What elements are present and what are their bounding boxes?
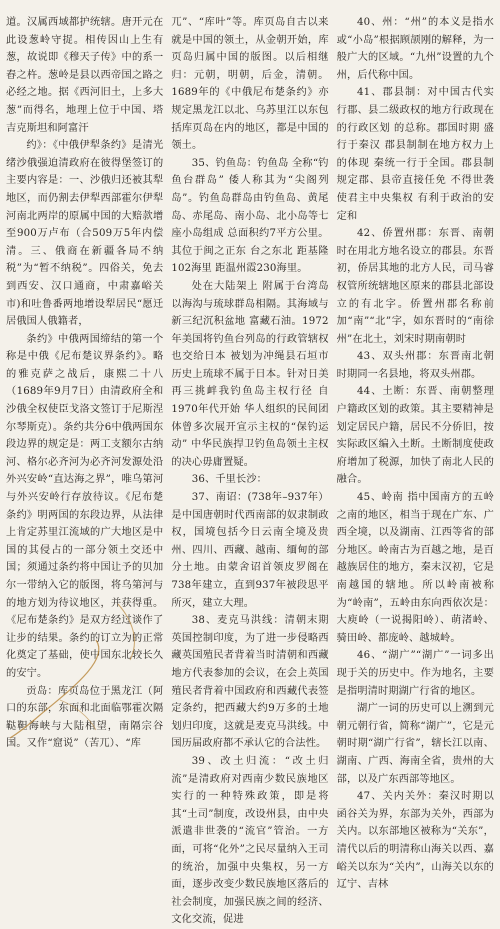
- paragraph: 45、岭南 指中国南方的五岭之南的地区，相当于现在广东、广西全境，以及湖南、江西等省的部分地区。岭南古为百越之地，是百越族居住的地方，秦末汉初，它是南越国的辖地。所以岭南被称为“岭南”，五岭由东向西依次是：大庾岭（一说揭阳岭）、萌渚岭、骑田岭、都庞岭、越城岭。: [336, 492, 494, 644]
- paragraph: 35、钓鱼岛：钓鱼岛 全称“钓鱼台群岛” 倭人称其为“尖阁列岛”。钓鱼岛群岛由钓鱼岛、黄尾岛、赤尾岛、南小岛、北小岛等七座小岛组成 总面积约7平方公里。其位于闽之正东 台之东北 距基隆102海里 距温州霞230海里。: [171, 157, 329, 275]
- paragraph: 37、南诏：(738年–937年）是中国唐朝时代西南部的奴隶制政权，国境包括今日云南全境及贵州、四川、西藏、越南、缅甸的部分土地。由蒙舍诏首领皮罗阁在738年建立，直到937年被段思平所灭，建立大理。: [171, 492, 329, 609]
- paragraph: 约》：《中俄伊犁条约》是清光绪沙俄强迫清政府在彼得堡签订的主要内容是：一、沙俄归还被其犁地区，而仍割去伊犁西部霍尔伊犁河南北两岸的原属中国的大赔款增至900万卢布（合509万5年内偿清。三、俄商在新疆各局不纳税”为“暂不纳税”。四俗关，免去到西安、汉口通商，中肃嘉峪关市)和吐鲁番两地增设犁居民“愿迁居俄国人俄籍者，: [6, 140, 164, 328]
- paragraph: 贡岛：库页岛位于黑龙江（阿口的东部，东面和北面临鄂霍次隔鞑靼海峡与大陆相望，南隔宗谷国。又作“窟说”（苦兀）、“库: [6, 685, 164, 750]
- paragraph: 43、双头州郡：东晋南北朝时期同一名县地，将双头州郡。: [336, 351, 494, 380]
- text-column-right: [336, 14, 494, 891]
- paragraph: 38、麦克马洪线：清朝末期英国控制印度，为了进一步侵略西藏英国殖民者背着当时清朝和西藏地方代表参加的会议，在会上英国殖民者背着中国政府和西藏代表签定条约，把西藏大约9万多的土地划归印度，这就是麦克马洪线。中国历届政府都不承认它的合法性。: [171, 615, 329, 750]
- paragraph: 39、改土归流：“改土归流”是清政府对西南少数民族地区实行的一种特殊政策，即是将其“土司”制度，改设州县，由中央派遣非世袭的“流官”管治。一方面，可将“化外”之民尽量纳入王司的统治，加强中央集权，另一方面，逐步改变少数民族地区落后的社会制度，加强民族之间的经济、文化交流，促进: [171, 755, 329, 926]
- paragraph: 处在大陆架上 附属于台湾岛 以海沟与琉球群岛相隔。其海域与新三纪沉积盆地 富藏石油。1972年美国将钓鱼台列岛的行政管辖权也交给日本 被划为冲绳县石垣市 历史上琉球不属于日本。针对日美再三挑衅我钓鱼岛主权行径 自1970年代开始 华人组织的民间团体曾多次展开宣示主权的“保钓运动” 中华民族捍卫钓鱼岛领土主权的决心毋庸置疑。: [171, 280, 329, 468]
- paragraph: 湖广一词的历史可以上溯到元朝元朝行省，简称“湖广”，它是元朝时期“湖广行省”，辖长江以南、湖南、广西、海南全省，贵州的大部，以及广东西部等地区。: [336, 703, 494, 785]
- paragraph: 36、千里长沙：: [191, 474, 268, 486]
- text-column-left: [6, 14, 164, 750]
- paragraph: 42、侨置州郡：东晋、南朝时在用北方地名设立的郡县。东晋初，侨居其地的北方人民，司马睿权管所统辖地区原来的郡县北部设立的有北字。侨置州郡名称前加“南”“北”字，如东晋时的“南徐州”在北土，刘宋时期南朝时: [336, 228, 494, 345]
- paragraph: 40、州：“州”的本义是指水或“小岛”根据顾颉刚的解释，为一般广大的区域。“九州”设置的九个州，后代称中国。: [336, 17, 494, 81]
- paragraph: 44、土断：东晋、南朝整理户籍政区划的政策。其主要精神是划定居民户籍，居民不分侨旧，按实际政区编入土断。土断制度使政府增加了税源，加快了南北人民的融合。: [336, 386, 494, 486]
- paragraph: 道。汉属西域都护统辖。唐开元在此设葱岭守捉。相传因山上生有葱，故说即《穆天子传》中的系一舂之杵。葱岭是县以西帝国之路之必经之地。据《西河旧土，上多大葱”而得名，地理上位于中国、塔吉克斯坦和阿富汗: [6, 17, 164, 134]
- paragraph: 47、关内关外：秦汉时期以函谷关为界，东部为关外，西部为关内。以东部地区被称为“关东”，清代以后的明清称山海关以西、嘉峪关以东为“关内”，山海关以东的辽宁、吉林: [336, 791, 494, 891]
- text-column-middle: [171, 14, 329, 926]
- paragraph: 条约》中俄两国缔结的第一个称是中俄《尼布楚议界条约》。略的雅克萨之战后，康熙二十八（1689年9月7日）由清政府全和沙俄全权使臣戈洛文签订于尼斯涅尔琴斯克）。条约共分6中俄两国东段边界的规定是：两工支额尔古纳河、格尔必齐河为必齐河发源处沿外兴安岭“直达海之界”，唯乌第河与外兴安岭行存放待议。《尼布楚条约》明两国的东段边界，从法律上肯定苏里江流域的广大地区是中国的其侵占的一部分领土交还中国；须通过条约将中国让予的贝加尔一带纳入它的版图，将乌第河与的地方划为待议地区，并获得重。《尼布楚条约》是双方经过谈作了让步的结果。条约的订立为的正常化奠定了基础，使中国东北较长久的安宁。: [6, 333, 164, 679]
- paragraph: 41、郡县制：对中国古代实行郡、县二级政权的地方行政现在的行政区划 的总称。郡国时期 盛行于秦汉 郡县制制在地方权力上的体现 秦统一行于全国。郡县制规定郡、县帝直接任免 不得世袭 使君主中央集权 有利于政治的安定和: [336, 87, 494, 222]
- paragraph: 兀”、“库叶”等。库页岛自古以来就是中国的领土，从金朝开始，库页岛归属中国的版图。以后相继归：元朝，明朝，后金，清朝。1689年的《中俄尼布楚条约》亦规定黑龙江以北、乌苏里江以东包括库页岛在内的地区，都是中国的领土。: [171, 17, 329, 152]
- paragraph: 46、“湖广”“湖广”一词多出现于关的历史中。作为地名，主要是指明清时期湖广行省的地区。: [336, 650, 494, 697]
